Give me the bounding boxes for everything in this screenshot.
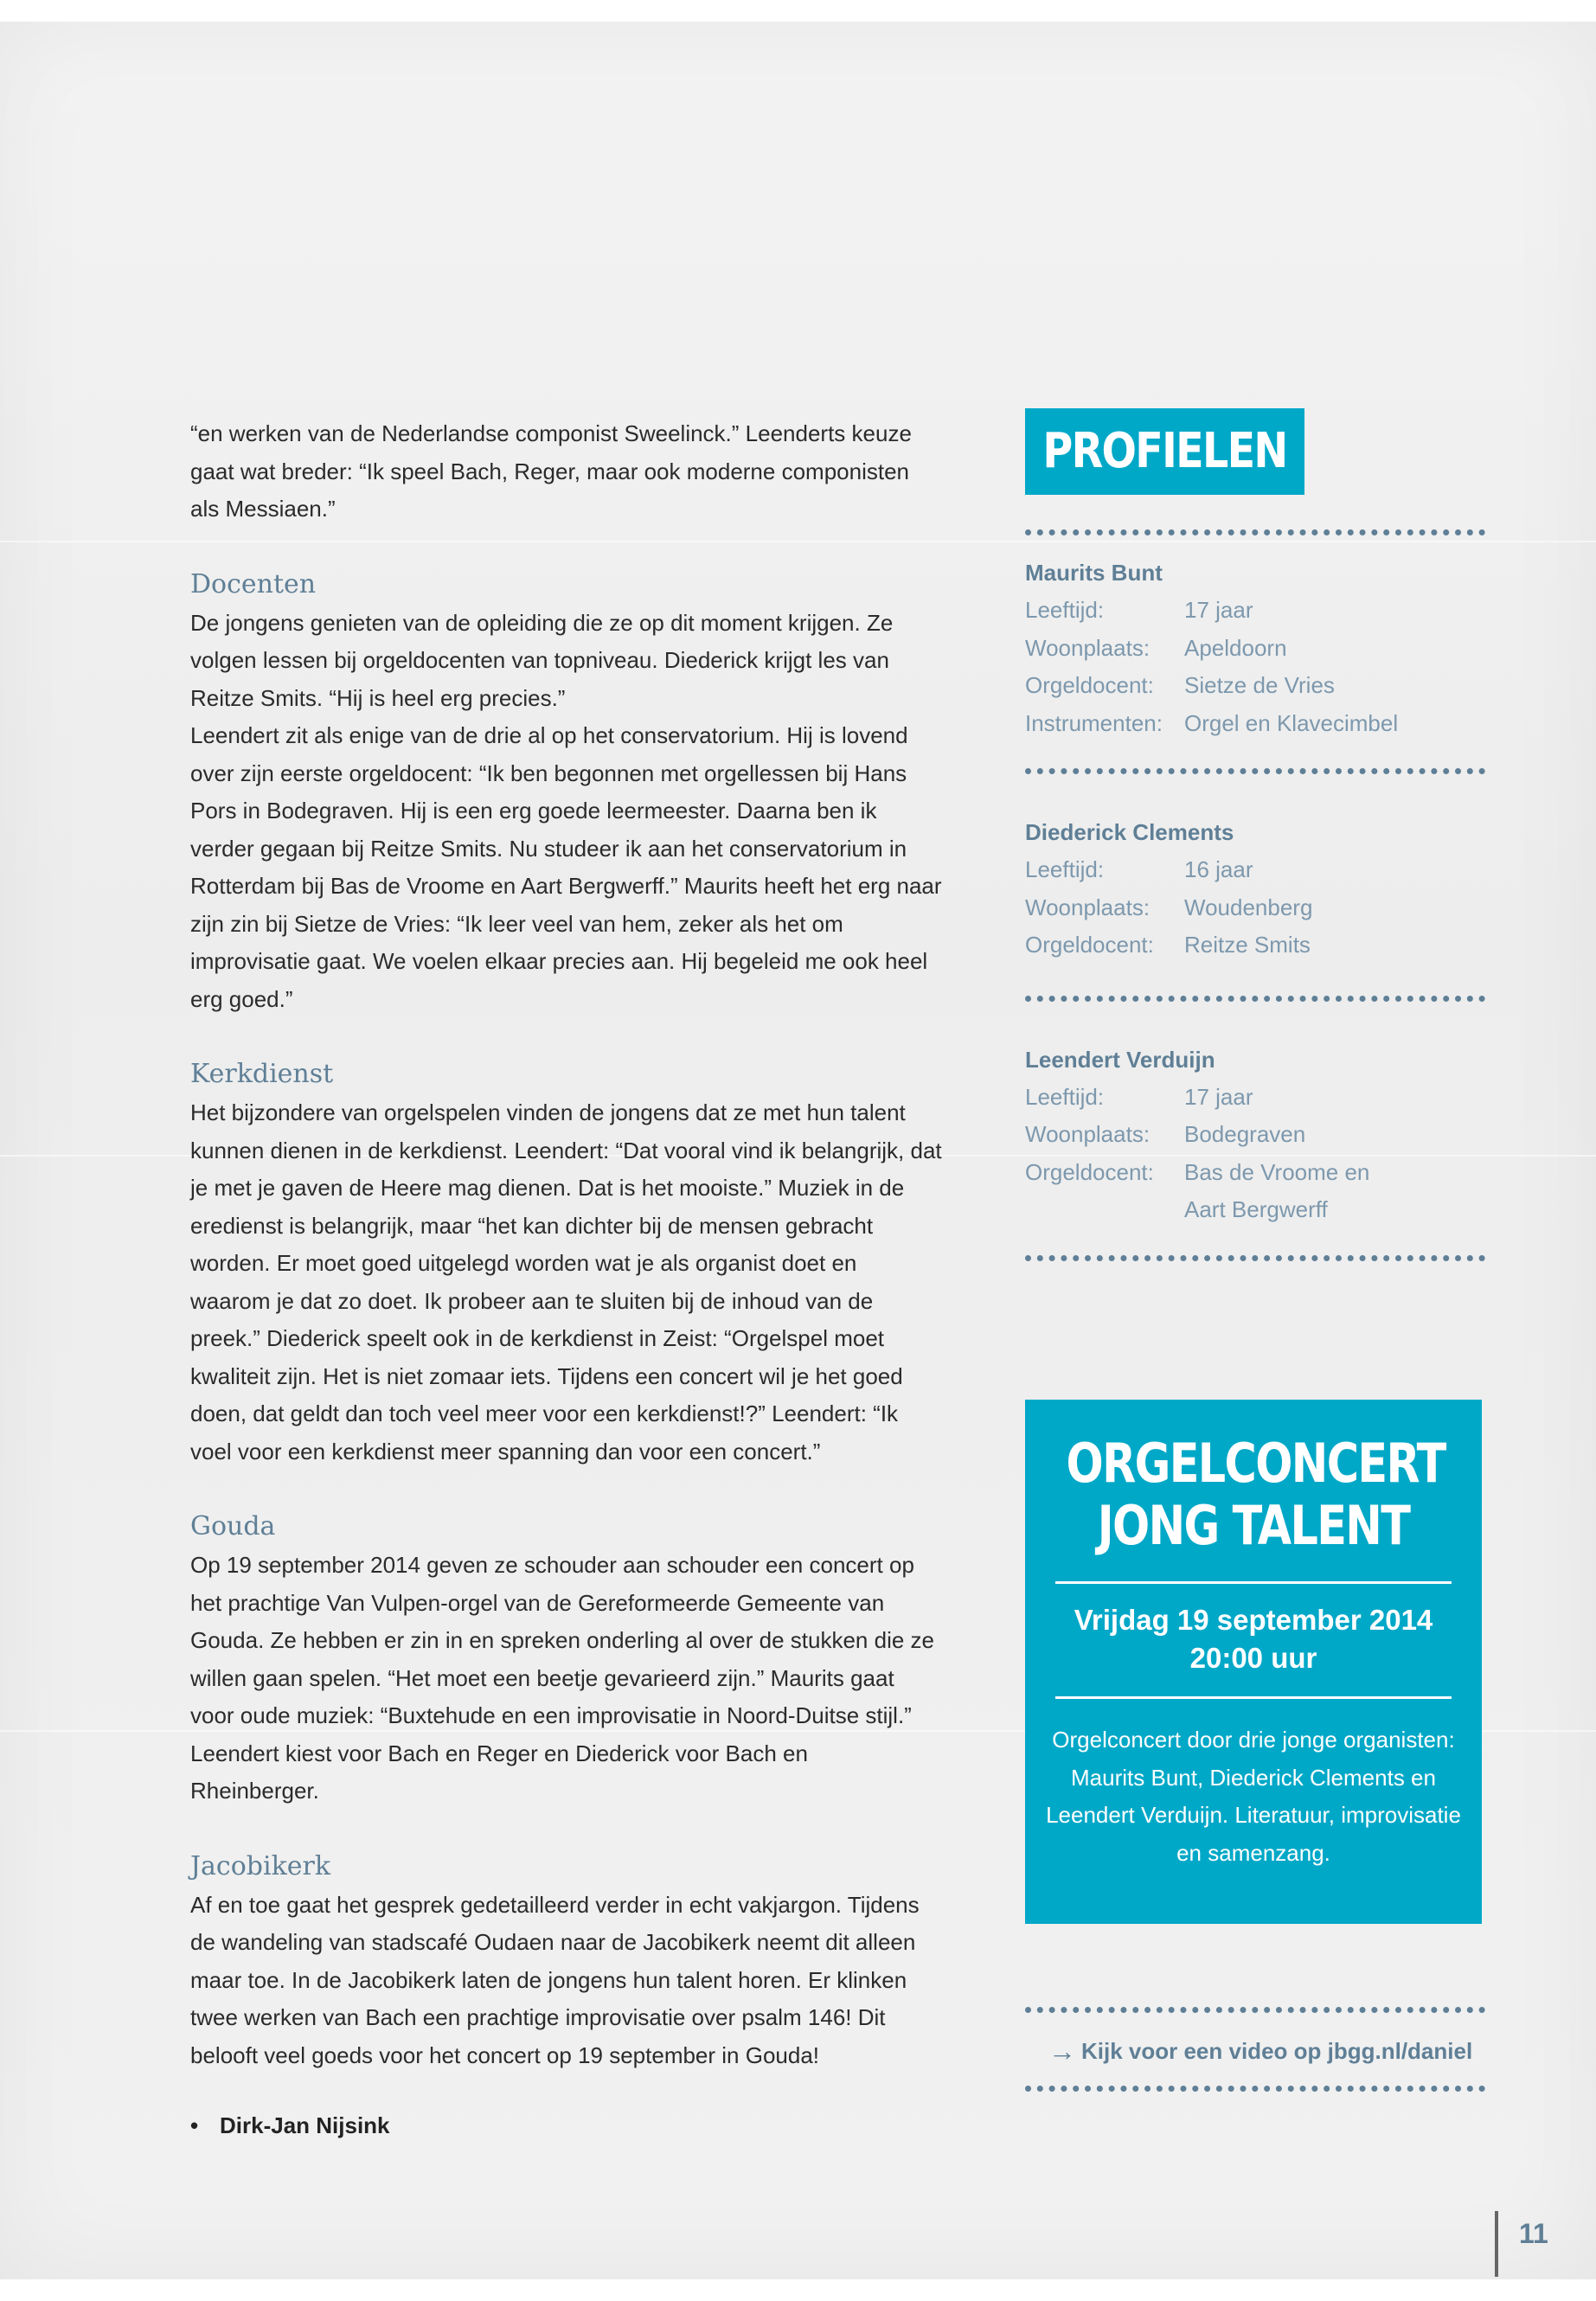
bullet-icon: • (190, 2112, 199, 2138)
section-heading-jacobikerk: Jacobikerk (190, 1850, 331, 1881)
profile-row (1025, 667, 1485, 705)
dotted-divider (1025, 996, 1485, 1002)
page-number-bar (1495, 2211, 1498, 2277)
profile-row (1025, 630, 1485, 668)
profile-label: Orgeldocent: (1025, 932, 1154, 958)
concert-time-line: 20:00 uur (1189, 1642, 1317, 1674)
profile-row (1025, 889, 1485, 927)
dotted-divider (1025, 2086, 1485, 2092)
video-link[interactable] (1025, 2013, 1485, 2086)
profile-value: 17 jaar (1184, 597, 1253, 623)
profile-row (1025, 1154, 1485, 1192)
section-heading-kerkdienst: Kerkdienst (190, 1059, 334, 1089)
section-paragraph: Leendert zit als enige van de drie al op het conservatorium. Hij is lovend over zijn eerste orgeldocent: “Ik ben begonnen met orgellessen bij Hans Pors in Bodegraven. Hij is een erg goede leermeester. Daarna ben ik verder gegaan bij Reitze Smits. Nu studeer ik aan het conservatorium in Rotterdam bij Bas de Vroome en Aart Bergwerff.” Maurits heeft het erg naar zijn zin bij Sietze de Vries: “Ik leer veel van hem, zeker als het om improvisatie gaat. We voelen elkaar precies aan. Hij begeleid me ook heel erg goed.” (190, 722, 942, 1012)
article-column (190, 415, 943, 2145)
concert-date-line: Vrijdag 19 september 2014 (1074, 1604, 1433, 1636)
profile-value: Aart Bergwerff (1184, 1196, 1328, 1222)
profile-name: Diederick Clements (1025, 819, 1234, 845)
profile-row (1025, 926, 1485, 965)
profile-card (1025, 1002, 1485, 1229)
author-name: Dirk-Jan Nijsink (220, 2112, 390, 2138)
profile-label: Leeftijd: (1025, 1083, 1105, 1110)
profile-label (1025, 1191, 1184, 1229)
page-number: 11 (1519, 2218, 1548, 2249)
profile-label: Leeftijd: (1025, 597, 1105, 623)
profile-value: 16 jaar (1184, 856, 1253, 882)
profile-value: Bodegraven (1184, 1121, 1306, 1147)
section-heading-gouda: Gouda (190, 1511, 276, 1541)
profile-card (1025, 774, 1485, 965)
profile-value: Woudenberg (1184, 894, 1313, 920)
section-paragraph: De jongens genieten van de opleiding die ze op dit moment krijgen. Ze volgen lessen bij orgeldocenten van topniveau. Diederick krijgt les van Reitze Smits. “Hij is heel erg precies.” (190, 609, 894, 711)
profile-value: Apeldoorn (1184, 634, 1287, 661)
profile-row (1025, 705, 1485, 743)
profile-label: Leeftijd: (1025, 856, 1105, 882)
dotted-divider (1025, 529, 1485, 535)
video-link-text: Kijk voor een video op jbgg.nl/daniel (1081, 2038, 1473, 2064)
profile-name: Leendert Verduijn (1025, 1046, 1215, 1073)
concert-date (1025, 1584, 1482, 1696)
profile-value: Bas de Vroome en (1184, 1158, 1370, 1185)
dotted-divider (1025, 2007, 1485, 2013)
profiles-column (1025, 408, 1485, 1261)
video-block (1025, 2007, 1485, 2092)
dotted-divider (1025, 768, 1485, 774)
concert-description: Orgelconcert door drie jonge organisten: Maurits Bunt, Diederick Clements en Leendert Verduijn. Literatuur, improvisatie en samenzang. (1046, 1727, 1461, 1866)
section-paragraph: Het bijzondere van orgelspelen vinden de jongens dat ze met hun talent kunnen dienen in de kerkdienst. Leendert: “Dat vooral vind ik belangrijk, dat je met je gaven de Heere mag dienen. Dat is het mooiste.” Muziek in de eredienst is belangrijk, maar “het kan dichter bij de mensen gebracht worden. Er moet goed uitgelegd worden wat je als organist doet en waarom je dat zo doet. Ik probeer aan te sluiten bij de inhoud van de preek.” Diederick speelt ook in de kerkdienst in Zeist: “Orgelspel moet kwaliteit zijn. Het is niet zomaar iets. Tijdens een concert wil je het goed doen, dat geldt dan toch veel meer voor een kerkdienst!?” Leendert: “Ik voel voor een kerkdienst meer spanning dan voor een concert.” (190, 1099, 942, 1465)
concert-title-line: ORGELCONCERT (1066, 1432, 1445, 1495)
profile-label: Orgeldocent: (1025, 672, 1154, 698)
profile-row (1025, 592, 1485, 630)
concert-title (1066, 1432, 1445, 1557)
dotted-divider (1025, 1255, 1485, 1261)
profile-row (1025, 1191, 1485, 1229)
profile-value: 17 jaar (1184, 1083, 1253, 1110)
concert-box (1025, 1400, 1482, 1924)
profile-value: Orgel en Klavecimbel (1184, 709, 1399, 736)
concert-title-line: JONG TALENT (1097, 1494, 1410, 1557)
section-paragraph: Af en toe gaat het gesprek gedetailleerd verder in echt vakjargon. Tijdens de wandeling van stadscafé Oudaen naar de Jacobikerk neemt dit alleen maar toe. In de Jacobikerk laten de jongens hun talent horen. Er klinken twee werken van Bach een prachtige improvisatie over psalm 146! Dit belooft veel goeds voor het concert op 19 september in Gouda! (190, 1891, 920, 2068)
section-paragraph: Op 19 september 2014 geven ze schouder aan schouder een concert op het prachtige Van Vulpen-orgel van de Gereformeerde Gemeente van Gouda. Ze hebben er zin in en spreken onderling al over de stukken die ze willen gaan spelen. “Het moet een beetje gevarieerd zijn.” Maurits gaat voor oude muziek: “Buxtehude en een improvisatie in Noord-Duitse stijl.” Leendert kiest voor Bach en Reger en Diederick voor Bach en Rheinberger. (190, 1552, 934, 1804)
profile-row (1025, 1116, 1485, 1154)
profile-card (1025, 535, 1485, 742)
profile-label: Orgeldocent: (1025, 1158, 1154, 1185)
profile-row (1025, 1079, 1485, 1117)
article-intro: “en werken van de Nederlandse componist Sweelinck.” Leenderts keuze gaat wat breder: “Ik speel Bach, Reger, maar ook moderne componisten als Messiaen.” (190, 420, 912, 522)
author-signoff (190, 2107, 943, 2145)
profile-row (1025, 851, 1485, 889)
profielen-badge: PROFIELEN (1025, 408, 1304, 495)
profile-label: Instrumenten: (1025, 709, 1163, 736)
section-heading-docenten: Docenten (190, 568, 317, 599)
profile-label: Woonplaats: (1025, 894, 1151, 920)
arrow-right-icon: → (1048, 2035, 1076, 2067)
profile-label: Woonplaats: (1025, 1121, 1151, 1147)
profile-label: Woonplaats: (1025, 634, 1151, 661)
profile-value: Sietze de Vries (1184, 672, 1335, 698)
profile-name: Maurits Bunt (1025, 560, 1163, 586)
profile-value: Reitze Smits (1184, 932, 1311, 958)
